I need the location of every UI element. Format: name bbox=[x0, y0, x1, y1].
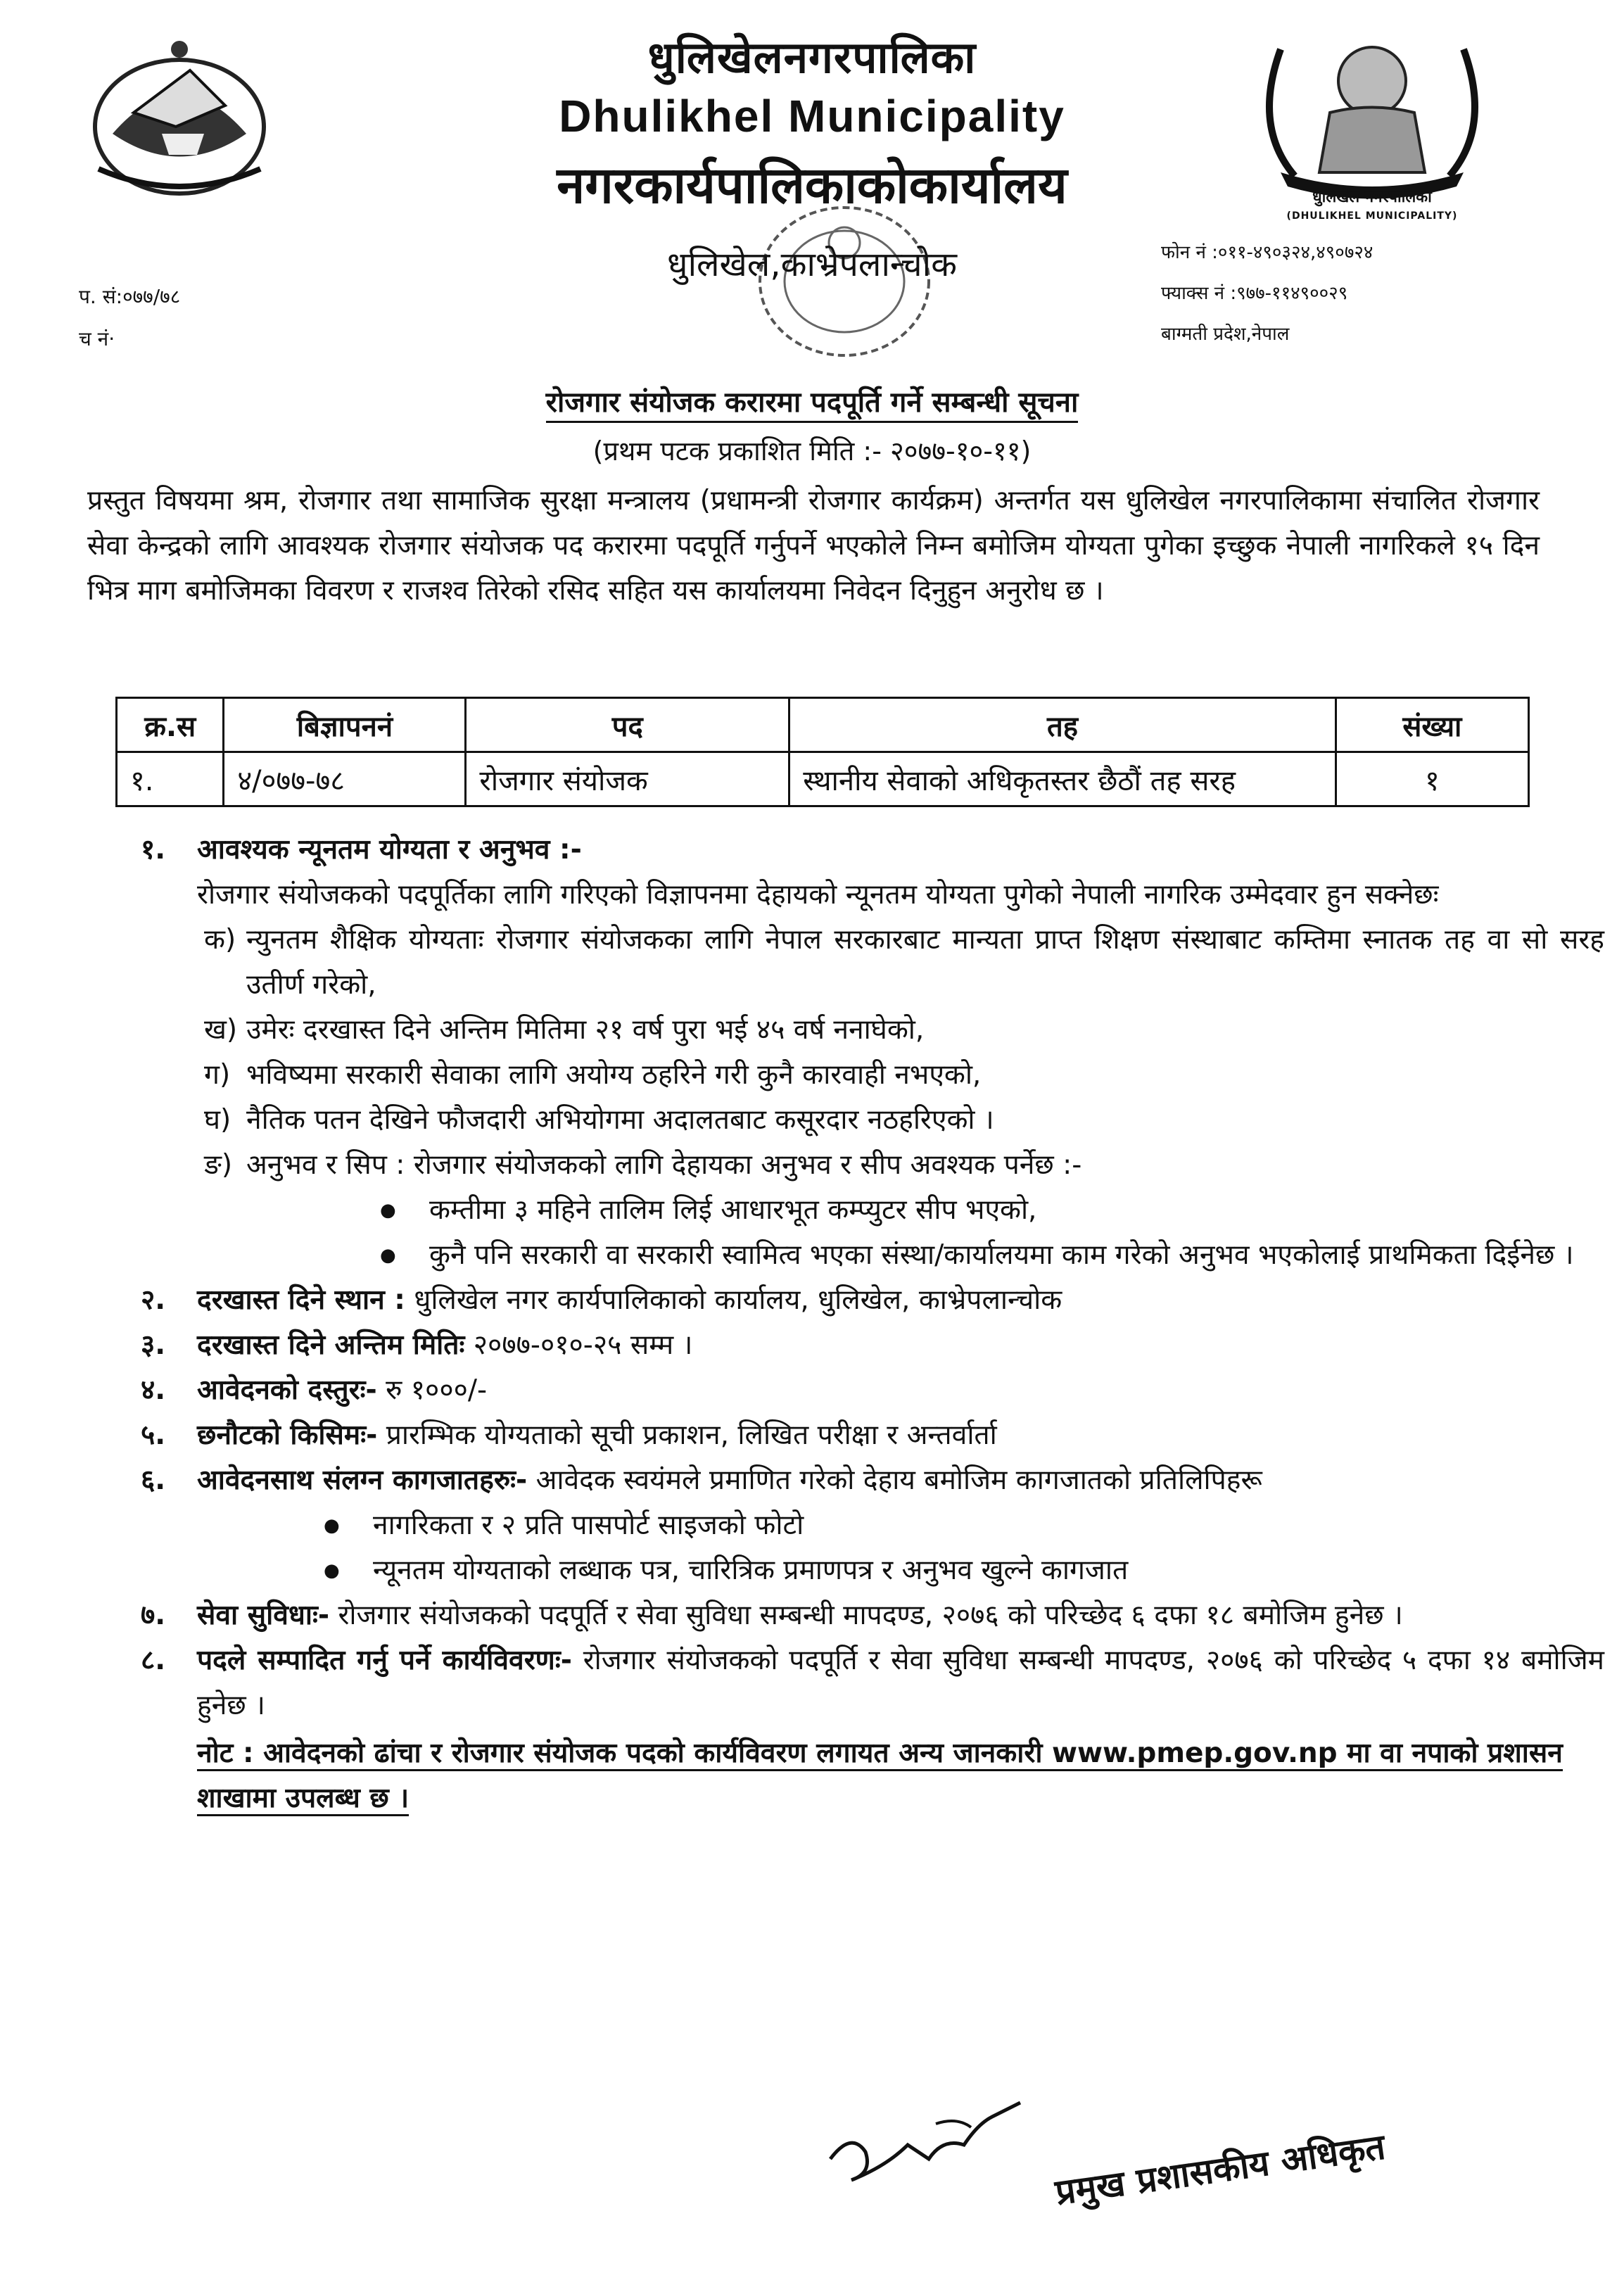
office-location: धुलिखेल,काभ्रेपलान्चोक bbox=[667, 245, 957, 284]
reference-block bbox=[79, 276, 180, 360]
sub-item-label: क) bbox=[204, 924, 236, 956]
municipality-name-en: Dhulikhel Municipality bbox=[559, 91, 1065, 141]
section-number: १. bbox=[141, 834, 166, 866]
fax-number: फ्याक्स नं :९७७-११४९००२९ bbox=[1161, 283, 1348, 304]
bullet-list bbox=[197, 1188, 1604, 1278]
section-qualification bbox=[141, 828, 1604, 1278]
table-header-cell: पद bbox=[466, 698, 789, 752]
section-fee bbox=[141, 1368, 1604, 1413]
table-header-cell: क्र.स bbox=[117, 698, 224, 752]
section-text: २०७७-०१०-२५ सम्म । bbox=[473, 1329, 693, 1361]
section-number: ७. bbox=[141, 1600, 166, 1631]
table-header-row bbox=[117, 698, 1529, 752]
sub-item-label: ङ) bbox=[204, 1149, 233, 1181]
table-cell: १ bbox=[1336, 752, 1528, 806]
section-application-place bbox=[141, 1278, 1604, 1323]
section-heading: आवेदनसाथ संलग्न कागजातहरुः- bbox=[197, 1464, 528, 1496]
list-item: ● न्यूनतम योग्यताको लब्धाक पत्र, चारित्रिक प्रमाणपत्र र अनुभव खुल्ने कागजात bbox=[303, 1548, 1604, 1593]
sub-item-text: न्युनतम शैक्षिक योग्यताः रोजगार संयोजकका लागि नेपाल सरकारबाट मान्यता प्राप्त शिक्षण संस्थाबाट कम्तिमा स्नातक तह वा सो सरह उतीर्ण गरेको, bbox=[246, 924, 1604, 1001]
logo-caption-en: (DHULIKHEL MUNICIPALITY) bbox=[1286, 210, 1458, 222]
section-heading: छनौटको किसिमः- bbox=[197, 1419, 378, 1451]
note-text: नोट : आवेदनको ढांचा र रोजगार संयोजक पदको कार्यविवरण लगायत अन्य जानकारी www.pmep.gov.np मा वा नपाको प्रशासन शाखामा उपलब्ध छ । bbox=[197, 1737, 1563, 1816]
list-item: ● नागरिकता र २ प्रति पासपोर्ट साइजको फोटो bbox=[303, 1503, 1604, 1548]
section-paragraph: रोजगार संयोजकको पदपूर्तिका लागि गरिएको विज्ञापनमा देहायको न्यूनतम योग्यता पुगेको नेपाली नागरिक उम्मेदवार हुन सक्नेछः bbox=[197, 879, 1439, 911]
logo-caption-np: धुलिखेल नगरपालिका bbox=[1312, 189, 1432, 206]
section-text: धुलिखेल नगर कार्यपालिकाको कार्यालय, धुलिखेल, काभ्रेपलान्चोक bbox=[414, 1284, 1062, 1316]
section-text: रु १०००/- bbox=[386, 1374, 488, 1406]
contact-block bbox=[1161, 232, 1373, 355]
sub-item-text: अनुभव र सिप : रोजगार संयोजकको लागि देहायका अनुभव र सीप अवश्यक पर्नेछ :- bbox=[246, 1149, 1082, 1181]
table-header-cell: तह bbox=[789, 698, 1336, 752]
section-number: ३. bbox=[141, 1329, 166, 1361]
section-text: रोजगार संयोजकको पदपूर्ति र सेवा सुविधा सम्बन्धी मापदण्ड, २०७६ को परिच्छेद ६ दफा १८ बमोजिम हुनेछ । bbox=[338, 1600, 1403, 1631]
section-number: ८. bbox=[141, 1645, 166, 1676]
office-name: नगरकार्यपालिकाकोकार्यालय bbox=[557, 156, 1067, 215]
sub-item-text: भविष्यमा सरकारी सेवाका लागि अयोग्य ठहरिने गरी कुनै कारवाही नभएको, bbox=[246, 1059, 982, 1091]
table-header-cell: संख्या bbox=[1336, 698, 1528, 752]
notice-title: रोजगार संयोजक करारमा पदपूर्ति गर्ने सम्बन्धी सूचना bbox=[0, 381, 1624, 420]
table-cell: ४/०७७-७८ bbox=[224, 752, 466, 806]
table-cell: स्थानीय सेवाको अधिकृतस्तर छैठौं तह सरह bbox=[789, 752, 1336, 806]
section-number: ४. bbox=[141, 1374, 166, 1406]
notice-intro: प्रस्तुत विषयमा श्रम, रोजगार तथा सामाजिक सुरक्षा मन्त्रालय (प्रधामन्त्री रोजगार कार्यक्रम) अन्तर्गत यस धुलिखेल नगरपालिकामा संचालित रोजगार सेवा केन्द्रको लागि आवश्यक रोजगार संयोजक पद करारमा पदपूर्ति गर्नुपर्ने भएकोले निम्न बमोजिम योग्यता पुगेका इच्छुक नेपाली नागरिकले १५ दिन भित्र माग बमोजिमका विवरण र राजश्व तिरेको रसिद सहित यस कार्यालयमा निवेदन दिनुहुन अनुरोध छ । bbox=[87, 485, 1540, 607]
notice-subtitle: (प्रथम पटक प्रकाशित मिति :- २०७७-१०-११) bbox=[592, 436, 1032, 467]
section-heading: दरखास्त दिने स्थान : bbox=[197, 1284, 405, 1316]
section-heading: पदले सम्पादित गर्नु पर्ने कार्यविवरणः- bbox=[197, 1645, 572, 1676]
section-number: २. bbox=[141, 1284, 166, 1316]
sub-item-text: नैतिक पतन देखिने फौजदारी अभियोगमा अदालतबाट कसूरदार नठहरिएको । bbox=[246, 1104, 994, 1136]
vacancy-table bbox=[115, 697, 1530, 807]
section-heading: सेवा सुविधाः- bbox=[197, 1600, 330, 1631]
municipality-name-np: धुलिखेलनगरपालिका bbox=[647, 32, 977, 83]
section-number: ६. bbox=[141, 1464, 166, 1496]
sub-item-label: ग) bbox=[204, 1059, 231, 1091]
sub-item bbox=[197, 1008, 1604, 1053]
signature-icon bbox=[823, 2096, 1034, 2194]
section-number: ५. bbox=[141, 1419, 166, 1451]
section-text: प्रारम्भिक योग्यताको सूची प्रकाशन, लिखित परीक्षा र अन्तर्वार्ता bbox=[386, 1419, 997, 1451]
section-facilities bbox=[141, 1593, 1604, 1638]
section-text: रोजगार संयोजकको पदपूर्ति र सेवा सुविधा सम्बन्धी मापदण्ड, २०७६ को परिच्छेद ५ दफा १४ बमोजिम हुनेछ । bbox=[197, 1645, 1604, 1721]
section-heading: आवश्यक न्यूनतम योग्यता र अनुभव :- bbox=[197, 834, 582, 866]
section-selection bbox=[141, 1413, 1604, 1458]
section-text: आवेदक स्वयंमले प्रमाणित गरेको देहाय बमोजिम कागजातको प्रतिलिपिहरू bbox=[535, 1464, 1262, 1496]
sub-item-label: घ) bbox=[204, 1104, 231, 1136]
sub-item-text: उमेरः दरखास्त दिने अन्तिम मितिमा २१ वर्ष पुरा भई ४५ वर्ष ननाघेको, bbox=[246, 1014, 925, 1046]
sub-item-label: ख) bbox=[204, 1014, 238, 1046]
bullet-list bbox=[197, 1503, 1604, 1593]
sub-item bbox=[197, 1143, 1604, 1188]
note bbox=[141, 1731, 1604, 1821]
table-cell: १. bbox=[117, 752, 224, 806]
section-documents bbox=[141, 1458, 1604, 1593]
sub-item bbox=[197, 918, 1604, 1008]
dispatch-number: च नं· bbox=[79, 327, 115, 350]
list-item: ● कम्तीमा ३ महिने तालिम लिई आधारभूत कम्प्युटर सीप भएको, bbox=[359, 1188, 1604, 1233]
table-header-cell: बिज्ञापननं bbox=[224, 698, 466, 752]
section-heading: आवेदनको दस्तुरः- bbox=[197, 1374, 377, 1406]
list-item: ● कुनै पनि सरकारी वा सरकारी स्वामित्व भएका संस्था/कार्यालयमा काम गरेको अनुभव भएकोलाई प्राथमिकता दिईनेछ । bbox=[359, 1233, 1604, 1278]
province: बाग्मती प्रदेश,नेपाल bbox=[1161, 324, 1290, 345]
section-heading: दरखास्त दिने अन्तिम मितिः bbox=[197, 1329, 465, 1361]
section-duties bbox=[141, 1638, 1604, 1728]
table-row bbox=[117, 752, 1529, 806]
reference-number: प. सं:०७७/७८ bbox=[79, 285, 181, 308]
table-cell: रोजगार संयोजक bbox=[466, 752, 789, 806]
phone-number: फोन नं :०११-४९०३२४,४९०७२४ bbox=[1161, 242, 1374, 263]
sub-item bbox=[197, 1098, 1604, 1143]
notice-body bbox=[141, 828, 1604, 1821]
sub-item bbox=[197, 1053, 1604, 1098]
officer-title: प्रमुख प्रशासकीय अधिकृत bbox=[1053, 2126, 1388, 2213]
section-deadline bbox=[141, 1323, 1604, 1368]
